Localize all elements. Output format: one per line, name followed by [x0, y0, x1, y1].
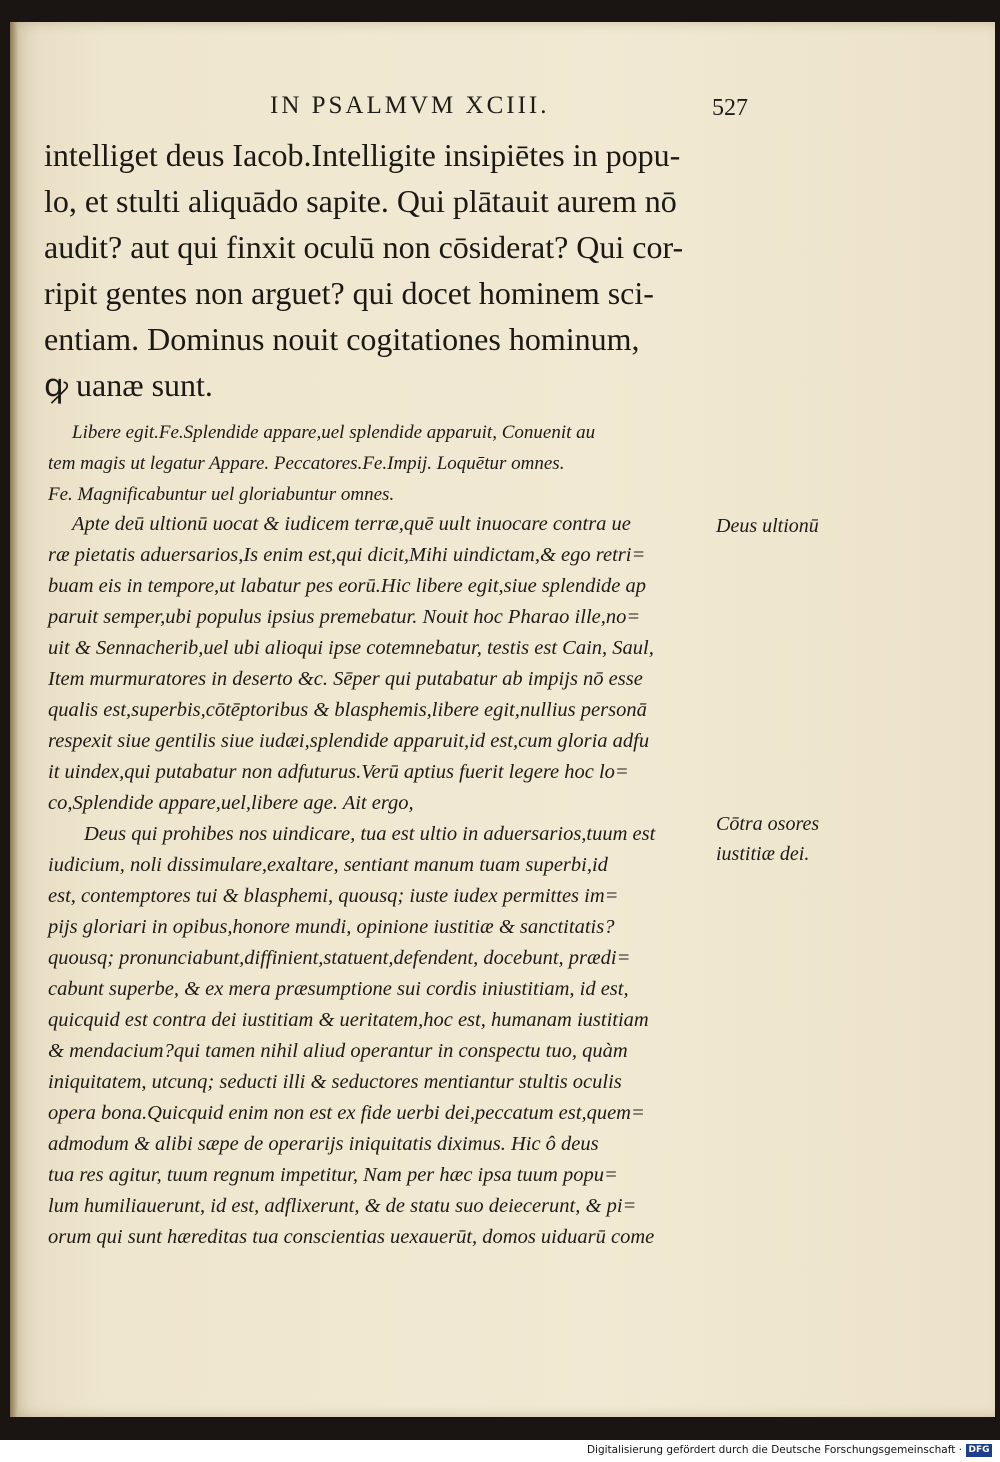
margin-note-line: Cōtra osores — [716, 813, 820, 835]
commentary-line: admodum & alibi sæpe de operarijs iniquitatis diximus. Hic ô deus — [48, 1133, 599, 1155]
funding-credit: Digitalisierung gefördert durch die Deutsche Forschungsgemeinschaft · — [586, 1444, 962, 1456]
commentary-line: iudicium, noli dissimulare,exaltare, sentiant manum tuam superbi,id — [48, 854, 608, 876]
commentary-paragraph-1 — [48, 509, 713, 1253]
psalm-line: ꝙ uanæ sunt. — [44, 367, 213, 403]
commentary-line: opera bona.Quicquid enim non est ex fide uerbi dei,peccatum est,quem= — [48, 1102, 645, 1124]
commentary-line: est, contemptores tui & blasphemi, quousq; iuste iudex permittes im= — [48, 885, 619, 907]
commentary-line: tua res agitur, tuum regnum impetitur, Nam per hæc ipsa tuum popu= — [48, 1164, 618, 1186]
running-head: IN PSALMVM XCIII. — [270, 92, 550, 119]
commentary-line: Deus qui prohibes nos uindicare, tua est ultio in aduersarios,tuum est — [84, 823, 656, 845]
commentary-line: quicquid est contra dei iustitiam & ueritatem,hoc est, humanam iustitiam — [48, 1009, 649, 1031]
commentary-line: quousq; pronunciabunt,diffinient,statuent,defendent, docebunt, prædi= — [48, 947, 631, 969]
note-line: Fe. Magnificabuntur uel gloriabuntur omnes. — [48, 484, 395, 505]
dfg-logo: DFG — [966, 1444, 992, 1457]
note-line: Libere egit.Fe.Splendide appare,uel splendide apparuit, Conuenit au — [72, 422, 596, 443]
psalm-line: entiam. Dominus nouit cogitationes hominum, — [44, 321, 640, 357]
page-gutter-edge — [10, 22, 18, 1417]
commentary-line: uit & Sennacherib,uel ubi alioqui ipse cotemnebatur, testis est Cain, Saul, — [48, 637, 654, 659]
psalm-line: lo, et stulti aliquādo sapite. Qui plātauit aurem nō — [44, 183, 677, 219]
commentary-line: Item murmuratores in deserto &c. Sēper qui putabatur ab impijs nō esse — [48, 668, 643, 690]
commentary-line: paruit semper,ubi populus ipsius premebatur. Nouit hoc Pharao ille,no= — [48, 606, 641, 628]
margin-note-contra-osores — [716, 809, 856, 869]
margin-note-deus-ultionum: Deus ultionū — [716, 515, 819, 537]
commentary-line: & mendacium?qui tamen nihil aliud operantur in conspectu tuo, quàm — [48, 1040, 628, 1062]
textual-notes — [48, 417, 713, 510]
page-number: 527 — [712, 95, 748, 121]
commentary-line: pijs gloriari in opibus,honore mundi, opinione iustitiæ & sanctitatis? — [48, 916, 615, 938]
commentary-line: lum humiliauerunt, id est, adflixerunt, & de statu suo deiecerunt, & pi= — [48, 1195, 637, 1217]
psalm-line: ripit gentes non arguet? qui docet hominem sci- — [44, 275, 654, 311]
commentary-line: Apte deū ultionū uocat & iudicem terræ,quē uult inuocare contra ue — [72, 513, 631, 535]
commentary-line: cabunt superbe, & ex mera præsumptione sui cordis iniustitiam, id est, — [48, 978, 629, 1000]
psalm-text-block — [44, 132, 714, 408]
margin-note-line: iustitiæ dei. — [716, 843, 810, 865]
commentary-line: co,Splendide appare,uel,libere age. Ait ergo, — [48, 792, 414, 814]
psalm-line: audit? aut qui finxit oculū non cōsiderat? Qui cor- — [44, 229, 684, 265]
commentary-line: iniquitatem, utcunq; seducti illi & seductores mentiantur stultis oculis — [48, 1071, 622, 1093]
note-line: tem magis ut legatur Appare. Peccatores.Fe.Impij. Loquētur omnes. — [48, 453, 565, 474]
commentary-line: orum qui sunt hæreditas tua conscientias uexauerūt, domos uiduarū come — [48, 1226, 655, 1248]
commentary-line: ræ pietatis aduersarios,Is enim est,qui dicit,Mihi uindictam,& ego retri= — [48, 544, 646, 566]
commentary-line: it uindex,qui putabatur non adfuturus.Verū aptius fuerit legere hoc lo= — [48, 761, 629, 783]
commentary-line: qualis est,superbis,cōtēptoribus & blasphemis,libere egit,nullius personā — [48, 699, 647, 721]
commentary-line: respexit siue gentilis siue iudæi,splendide apparuit,id est,cum gloria adfu — [48, 730, 650, 752]
commentary-line: buam eis in tempore,ut labatur pes eorū.Hic libere egit,siue splendide ap — [48, 575, 647, 597]
psalm-line: intelliget deus Iacob.Intelligite insipiētes in popu- — [44, 137, 681, 173]
